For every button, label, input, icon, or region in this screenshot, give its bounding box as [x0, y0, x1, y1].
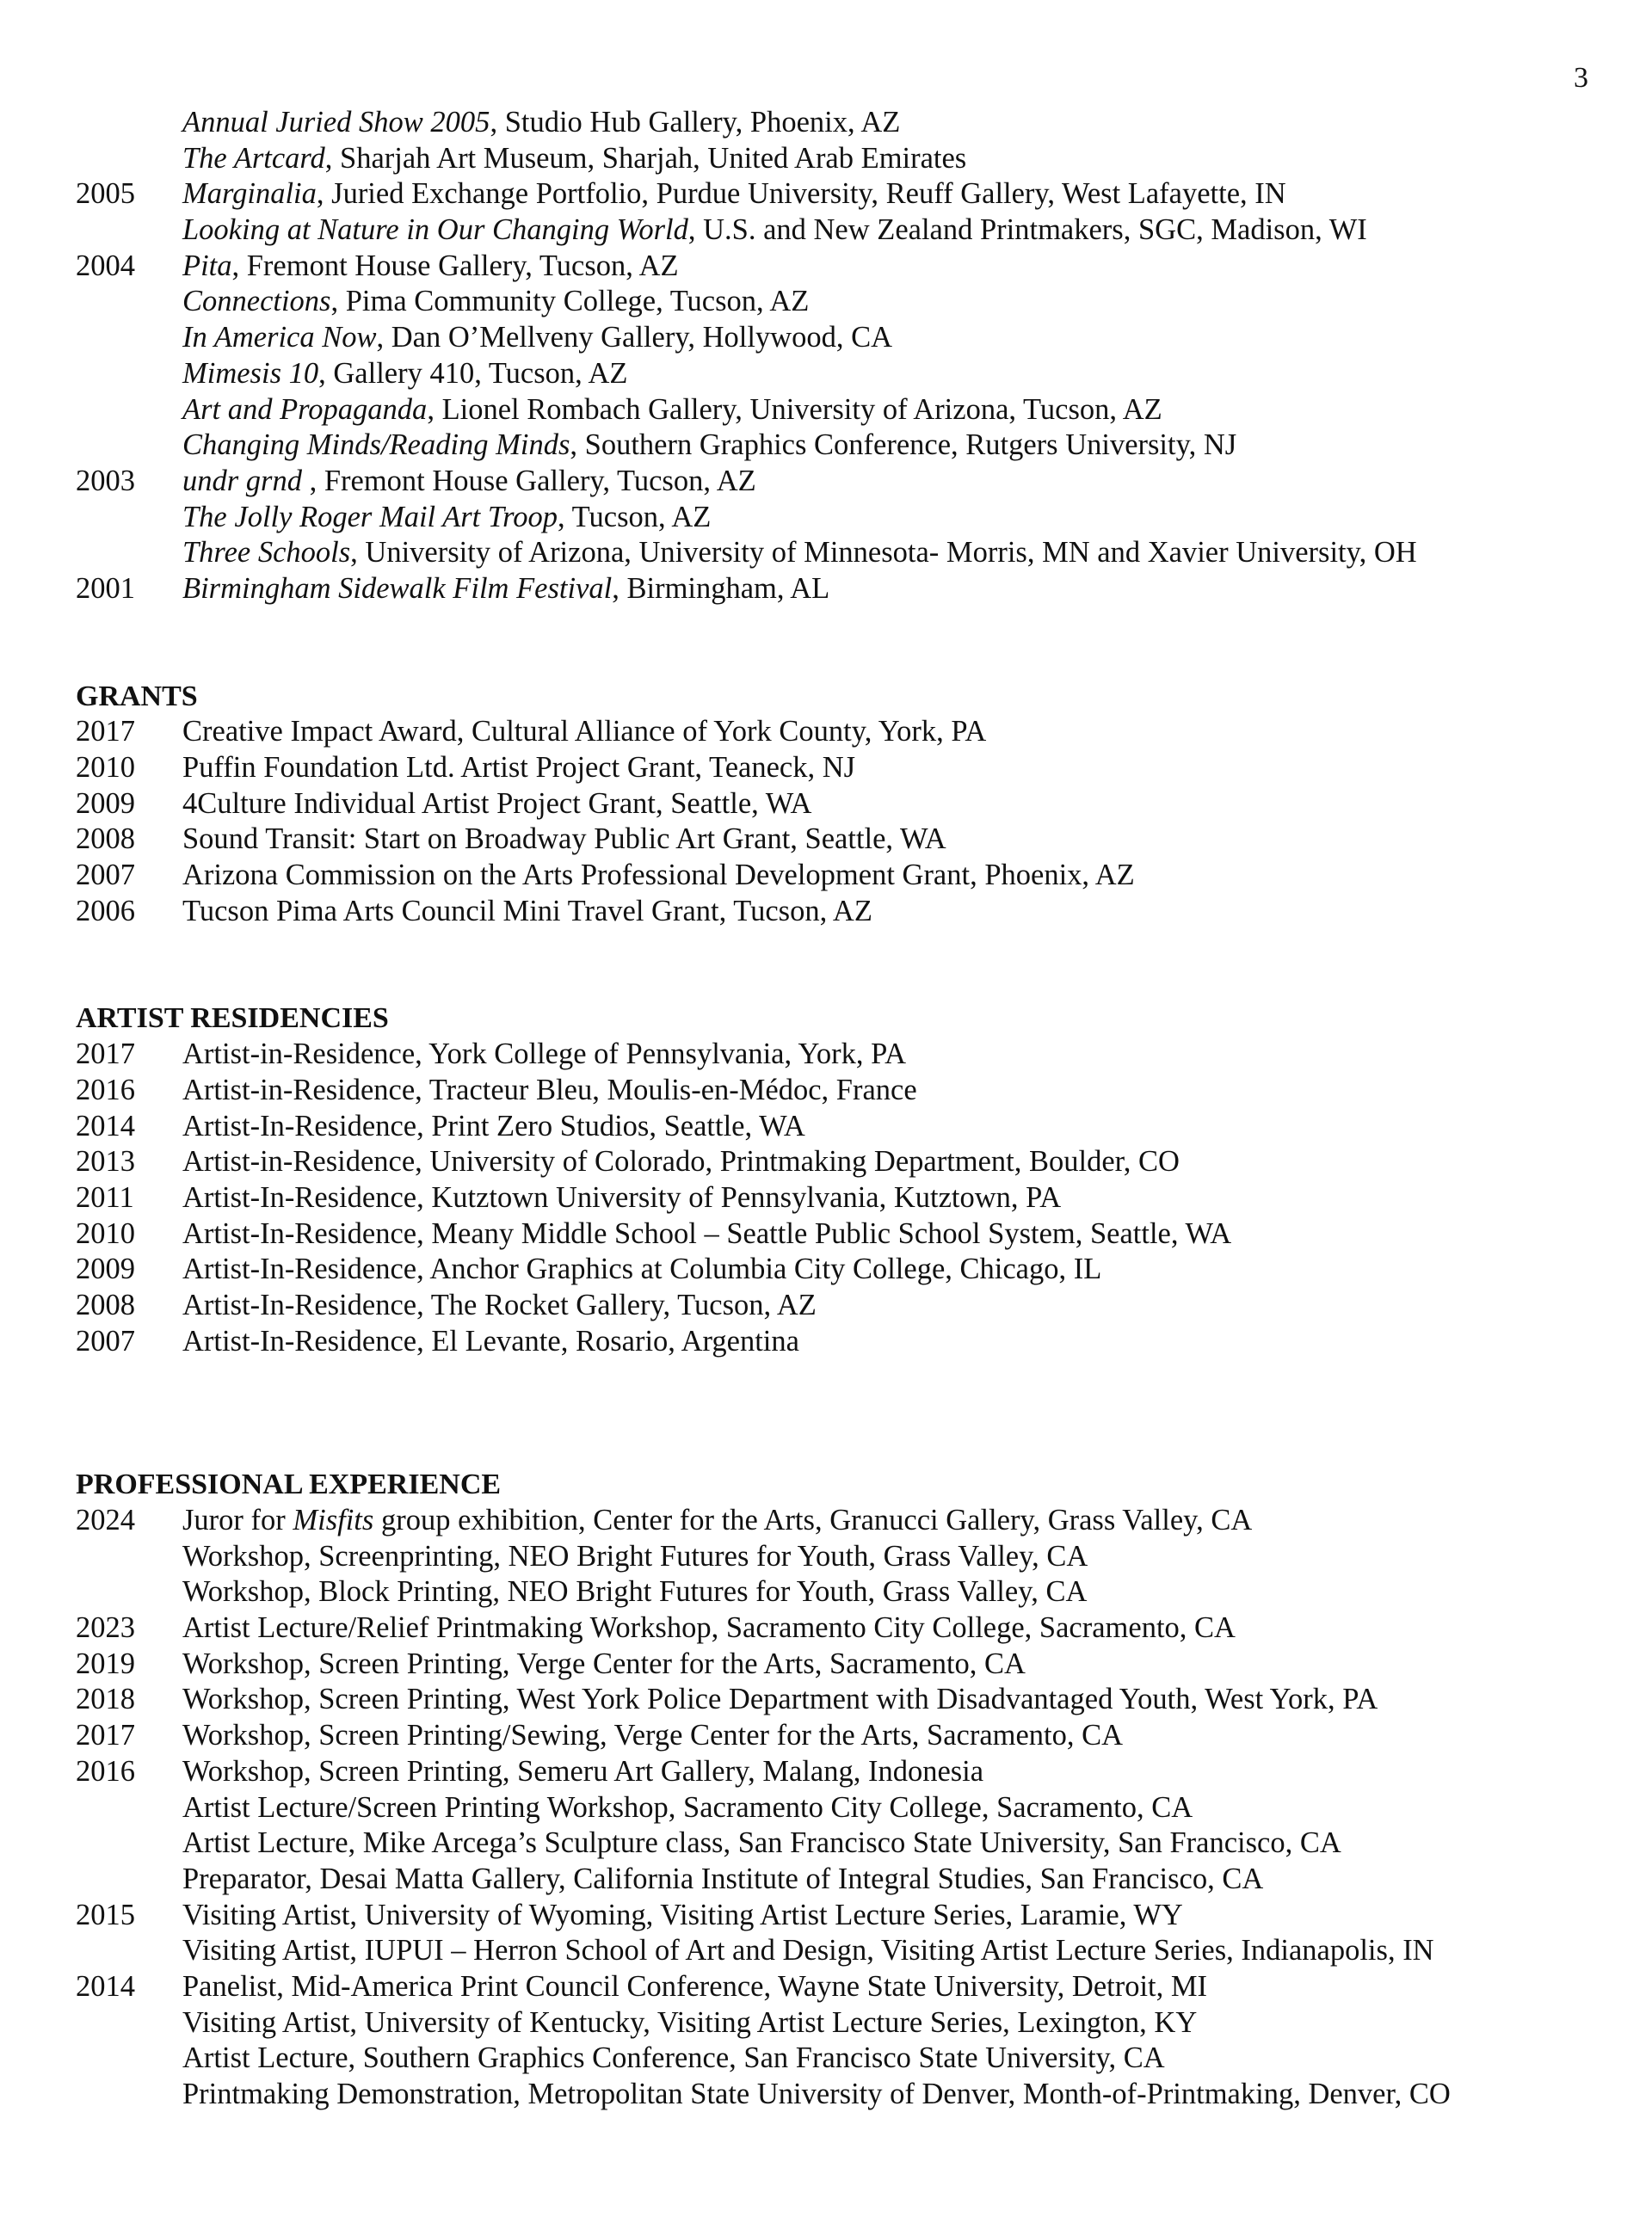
entry-year: 2014	[76, 1969, 135, 2003]
list-item	[76, 1826, 1590, 1862]
entry-year	[76, 1790, 182, 1826]
entry-text: Panelist, Mid-America Print Council Conference, Wayne State University, Detroit, MI	[182, 1969, 1208, 2003]
entry-year	[76, 320, 182, 356]
entry-text: Workshop, Screen Printing/Sewing, Verge Center for the Arts, Sacramento, CA	[182, 1719, 1124, 1752]
entry-year: 2008	[76, 1288, 135, 1321]
entry-year	[76, 1826, 182, 1862]
entry-year	[76, 1539, 182, 1575]
entry-year	[76, 284, 182, 320]
exhibition-title: The Artcard	[182, 141, 325, 175]
entry-year: 2015	[76, 1898, 135, 1931]
entry-year	[76, 535, 182, 571]
entry-text: Artist Lecture, Mike Arcega’s Sculpture class, San Francisco State University, San Francisco, CA	[182, 1826, 1341, 1860]
list-item	[76, 1862, 1590, 1898]
exhibition-details: , Dan O’Mellveny Gallery, Hollywood, CA	[376, 321, 893, 354]
entry-year: 2023	[76, 1611, 135, 1645]
exhibition-details: , Pima Community College, Tucson, AZ	[330, 285, 810, 318]
entry-text: Visiting Artist, IUPUI – Herron School of Art and Design, Visiting Artist Lecture Series, Indianapolis, IN	[182, 1934, 1434, 1967]
list-item	[76, 2005, 1590, 2041]
exhibition-title: The Jolly Roger Mail Art Troop	[182, 500, 558, 533]
list-item	[76, 822, 1590, 858]
entry-year	[76, 1862, 182, 1898]
list-item	[76, 392, 1590, 428]
list-item	[76, 320, 1590, 356]
entry-text: Artist-in-Residence, University of Colorado, Printmaking Department, Boulder, CO	[182, 1145, 1180, 1179]
exhibition-title: Mimesis 10	[182, 356, 319, 390]
list-item	[76, 1073, 1590, 1109]
exhibition-title: Annual Juried Show 2005	[182, 106, 490, 139]
entry-text: Artist Lecture, Southern Graphics Conference, San Francisco State University, CA	[182, 2041, 1165, 2075]
entry-year	[76, 356, 182, 392]
entry-text: Workshop, Screen Printing, Verge Center for the Arts, Sacramento, CA	[182, 1647, 1026, 1680]
list-item	[76, 356, 1590, 392]
entry-text: Tucson Pima Arts Council Mini Travel Grant, Tucson, AZ	[182, 894, 872, 927]
entry-text: Visiting Artist, University of Kentucky, Visiting Artist Lecture Series, Lexington, KY	[182, 2005, 1198, 2039]
list-item	[76, 1216, 1590, 1253]
exhibition-details: , University of Arizona, University of Minnesota- Morris, MN and Xavier University, OH	[350, 536, 1417, 570]
entry-year	[76, 500, 182, 536]
section-heading-residencies: ARTIST RESIDENCIES	[76, 1002, 389, 1035]
list-item	[76, 1539, 1590, 1575]
exhibition-details: , Southern Graphics Conference, Rutgers University, NJ	[570, 428, 1237, 462]
entry-text: Artist-In-Residence, Meany Middle School – Seattle Public School System, Seattle, WA	[182, 1216, 1232, 1250]
entry-year: 2007	[76, 859, 135, 892]
entry-year	[76, 141, 182, 177]
entry-year	[76, 212, 182, 249]
exhibition-title: Looking at Nature in Our Changing World	[182, 213, 688, 247]
list-item	[76, 141, 1590, 177]
entry-year: 2017	[76, 1719, 135, 1752]
entry-year: 2006	[76, 894, 135, 927]
list-item	[76, 714, 1590, 750]
residencies-list	[76, 1037, 1590, 1359]
entry-year: 2016	[76, 1754, 135, 1788]
list-item	[76, 1969, 1590, 2005]
entry-text: Artist-In-Residence, The Rocket Gallery, Tucson, AZ	[182, 1288, 817, 1321]
entry-year: 2007	[76, 1324, 135, 1358]
exhibition-title: Changing Minds/Reading Minds	[182, 428, 570, 462]
exhibition-details: , Fremont House Gallery, Tucson, AZ	[231, 249, 679, 282]
list-item	[76, 1647, 1590, 1683]
entry-year: 2001	[76, 571, 135, 605]
entry-text: Workshop, Screen Printing, Semeru Art Gallery, Malang, Indonesia	[182, 1754, 984, 1788]
entry-year: 2014	[76, 1109, 135, 1142]
section-heading-professional-experience: PROFESSIONAL EXPERIENCE	[76, 1469, 502, 1501]
entry-year	[76, 2005, 182, 2041]
entry-text: Artist Lecture/Screen Printing Workshop, Sacramento City College, Sacramento, CA	[182, 1790, 1193, 1824]
entry-year	[76, 428, 182, 464]
entry-year	[76, 392, 182, 428]
entry-year: 2010	[76, 751, 135, 784]
grants-list	[76, 714, 1590, 929]
entry-text: Workshop, Screen Printing, West York Police Department with Disadvantaged Youth, West York, PA	[182, 1683, 1378, 1716]
entry-text: Preparator, Desai Matta Gallery, California Institute of Integral Studies, San Francisco, CA	[182, 1862, 1264, 1895]
list-item	[76, 1180, 1590, 1216]
list-item	[76, 500, 1590, 536]
list-item	[76, 1933, 1590, 1969]
list-item	[76, 1144, 1590, 1180]
entry-year	[76, 1574, 182, 1610]
list-item	[76, 1037, 1590, 1073]
entry-year: 2009	[76, 1253, 135, 1286]
list-item	[76, 1324, 1590, 1360]
exhibition-details: , Juried Exchange Portfolio, Purdue University, Reuff Gallery, West Lafayette, IN	[316, 177, 1286, 211]
entry-year	[76, 1933, 182, 1969]
section-heading-grants: GRANTS	[76, 680, 198, 712]
list-item	[76, 176, 1590, 212]
list-item	[76, 1109, 1590, 1145]
entry-year: 2008	[76, 822, 135, 856]
exhibition-details: , Studio Hub Gallery, Phoenix, AZ	[490, 106, 901, 139]
list-item	[76, 1790, 1590, 1826]
list-item	[76, 1610, 1590, 1647]
entry-year: 2004	[76, 249, 135, 282]
exhibition-title: undr grnd	[182, 464, 302, 497]
entry-year	[76, 2041, 182, 2077]
entry-year	[76, 105, 182, 141]
exhibition-title: Pita	[182, 249, 232, 282]
list-item	[76, 249, 1590, 285]
entry-text: Artist-in-Residence, York College of Pennsylvania, York, PA	[182, 1038, 907, 1071]
entry-text: Artist Lecture/Relief Printmaking Workshop, Sacramento City College, Sacramento, CA	[182, 1611, 1236, 1645]
entry-text: Creative Impact Award, Cultural Alliance of York County, York, PA	[182, 715, 987, 748]
entry-text: Printmaking Demonstration, Metropolitan State University of Denver, Month-of-Printmaking, Denver, CO	[182, 2078, 1451, 2110]
entry-year: 2010	[76, 1216, 135, 1250]
entry-year: 2017	[76, 1038, 135, 1071]
list-item	[76, 1682, 1590, 1718]
exhibition-details: , Tucson, AZ	[558, 500, 712, 533]
exhibition-title: Art and Propaganda	[182, 392, 428, 426]
exhibitions-list	[76, 105, 1590, 607]
list-item	[76, 1574, 1590, 1610]
list-item	[76, 284, 1590, 320]
list-item	[76, 535, 1590, 571]
list-item	[76, 1288, 1590, 1324]
exhibition-details: , Fremont House Gallery, Tucson, AZ	[301, 464, 756, 497]
list-item	[76, 1754, 1590, 1790]
entry-year	[76, 2077, 182, 2113]
entry-text: Artist-In-Residence, Anchor Graphics at Columbia City College, Chicago, IL	[182, 1253, 1102, 1286]
entry-text: Artist-In-Residence, El Levante, Rosario, Argentina	[182, 1324, 799, 1358]
exhibition-title: Three Schools	[182, 536, 351, 570]
entry-year: 2005	[76, 177, 135, 211]
entry-text: 4Culture Individual Artist Project Grant, Seattle, WA	[182, 786, 812, 820]
entry-year: 2009	[76, 786, 135, 820]
exhibition-title: Birmingham Sidewalk Film Festival	[182, 571, 613, 605]
list-item	[76, 1718, 1590, 1754]
entry-year: 2024	[76, 1504, 135, 1536]
exhibition-details: , Gallery 410, Tucson, AZ	[318, 356, 628, 390]
exhibition-details: , Lionel Rombach Gallery, University of Arizona, Tucson, AZ	[427, 392, 1162, 426]
exhibition-title: Misfits	[293, 1504, 374, 1536]
exhibition-title: Connections	[182, 285, 331, 318]
entry-text: Workshop, Screenprinting, NEO Bright Futures for Youth, Grass Valley, CA	[182, 1539, 1088, 1573]
entry-text: Puffin Foundation Ltd. Artist Project Grant, Teaneck, NJ	[182, 751, 856, 784]
entry-year: 2011	[76, 1180, 134, 1214]
exhibition-title: In America Now	[182, 321, 377, 354]
entry-year: 2003	[76, 464, 135, 497]
entry-year: 2016	[76, 1073, 135, 1106]
list-item	[76, 571, 1590, 607]
list-item	[76, 2041, 1590, 2077]
entry-text: Sound Transit: Start on Broadway Public Art Grant, Seattle, WA	[182, 822, 946, 856]
entry-text: Artist-in-Residence, Tracteur Bleu, Moulis-en-Médoc, France	[182, 1073, 917, 1106]
entry-text: Arizona Commission on the Arts Professional Development Grant, Phoenix, AZ	[182, 859, 1135, 892]
entry-text: Workshop, Block Printing, NEO Bright Futures for Youth, Grass Valley, CA	[182, 1575, 1088, 1609]
entry-year: 2017	[76, 715, 135, 748]
list-item	[76, 1898, 1590, 1934]
entry-text-prefix: Juror for	[182, 1504, 293, 1536]
list-item	[76, 2077, 1590, 2113]
professional-list	[76, 1503, 1590, 2113]
list-item	[76, 1252, 1590, 1288]
list-item	[76, 858, 1590, 894]
exhibition-details: , Birmingham, AL	[612, 571, 830, 605]
entry-text: Artist-In-Residence, Kutztown University of Pennsylvania, Kutztown, PA	[182, 1180, 1062, 1214]
list-item	[76, 464, 1590, 500]
page-number: 3	[1574, 62, 1588, 94]
list-item	[76, 212, 1590, 249]
entry-text-suffix: group exhibition, Center for the Arts, Granucci Gallery, Grass Valley, CA	[373, 1504, 1253, 1536]
exhibition-title: Marginalia	[182, 177, 317, 211]
cv-content	[76, 105, 1590, 2113]
exhibition-details: , U.S. and New Zealand Printmakers, SGC, Madison, WI	[687, 213, 1367, 247]
list-item	[76, 105, 1590, 141]
list-item	[76, 428, 1590, 464]
entry-year: 2013	[76, 1145, 135, 1179]
list-item	[76, 894, 1590, 930]
entry-text: Visiting Artist, University of Wyoming, Visiting Artist Lecture Series, Laramie, WY	[182, 1898, 1183, 1931]
list-item	[76, 786, 1590, 822]
list-item	[76, 1503, 1590, 1539]
list-item	[76, 750, 1590, 786]
entry-text: Artist-In-Residence, Print Zero Studios, Seattle, WA	[182, 1109, 805, 1142]
exhibition-details: , Sharjah Art Museum, Sharjah, United Arab Emirates	[324, 141, 967, 175]
entry-year: 2019	[76, 1647, 135, 1680]
entry-year: 2018	[76, 1683, 135, 1716]
